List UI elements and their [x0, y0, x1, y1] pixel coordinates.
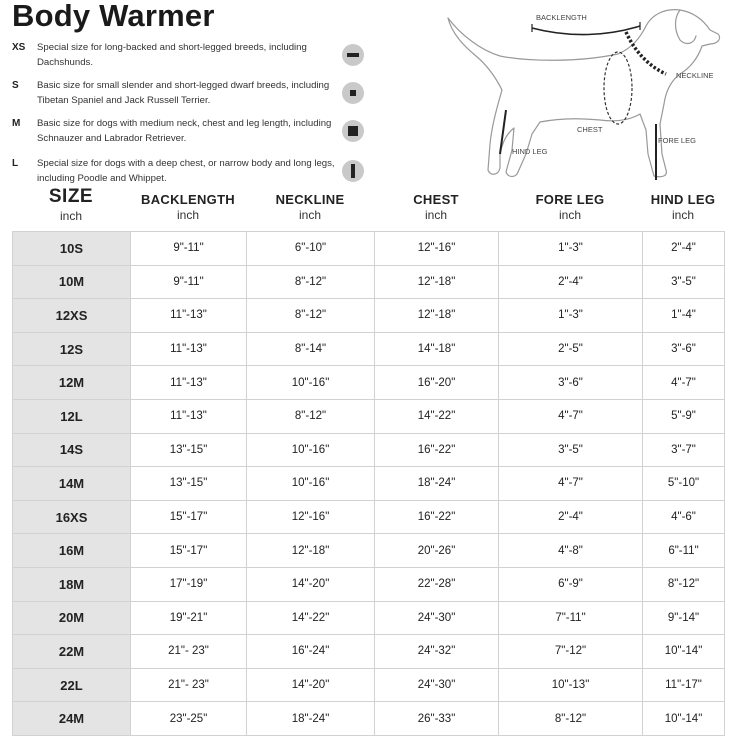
backlength-label: BACKLENGTH	[536, 13, 587, 22]
backlength-cell: 17"-19"	[131, 567, 247, 601]
size-description: Basic size for small slender and short-legged dwarf breeds, including Tibetan Spaniel and Jack Russell Terrier.	[37, 80, 330, 106]
chest-cell: 16"-20"	[375, 366, 499, 400]
backlength-cell: 15"-17"	[131, 500, 247, 534]
fore-leg-cell: 10"-13"	[499, 668, 643, 702]
neckline-cell: 12"-18"	[247, 534, 375, 568]
backlength-cell: 21"- 23"	[131, 635, 247, 669]
header-hind-leg: HIND LEG inch	[650, 192, 716, 222]
hind-leg-cell: 1"-4"	[643, 299, 725, 333]
backlength-cell: 13"-15"	[131, 467, 247, 501]
table-row	[13, 635, 725, 669]
size-cell: 24M	[13, 702, 131, 736]
chest-cell: 12"-16"	[375, 232, 499, 266]
hind-leg-cell: 5"-10"	[643, 467, 725, 501]
hind-leg-label: HIND LEG	[512, 147, 548, 156]
backlength-cell: 9"-11"	[131, 265, 247, 299]
backlength-cell: 11"-13"	[131, 366, 247, 400]
neckline-cell: 18"-24"	[247, 702, 375, 736]
backlength-cell: 21"- 23"	[131, 668, 247, 702]
table-row	[13, 265, 725, 299]
neckline-cell: 16"-24"	[247, 635, 375, 669]
hind-leg-cell: 4"-7"	[643, 366, 725, 400]
table-row	[13, 232, 725, 266]
chest-cell: 12"-18"	[375, 299, 499, 333]
backlength-cell: 19"-21"	[131, 601, 247, 635]
size-desc-m	[12, 116, 377, 152]
backlength-cell: 13"-15"	[131, 433, 247, 467]
small-square-icon	[342, 82, 364, 104]
fore-leg-cell: 2"-4"	[499, 500, 643, 534]
fore-leg-cell: 4"-7"	[499, 467, 643, 501]
hind-leg-line	[500, 110, 506, 154]
hind-leg-cell: 10"-14"	[643, 702, 725, 736]
size-desc-xs	[12, 40, 377, 76]
neckline-cell: 14"-22"	[247, 601, 375, 635]
neckline-cell: 14"-20"	[247, 668, 375, 702]
size-cell: 10S	[13, 232, 131, 266]
hind-leg-cell: 11"-17"	[643, 668, 725, 702]
size-cell: 12XS	[13, 299, 131, 333]
size-descriptions	[12, 40, 377, 194]
chest-cell: 24"-30"	[375, 601, 499, 635]
size-cell: 22M	[13, 635, 131, 669]
table-row	[13, 668, 725, 702]
fore-leg-label: FORE LEG	[658, 136, 696, 145]
neckline-cell: 14"-20"	[247, 567, 375, 601]
size-cell: 12L	[13, 399, 131, 433]
table-row	[13, 601, 725, 635]
size-cell: 14M	[13, 467, 131, 501]
fore-leg-cell: 2"-5"	[499, 332, 643, 366]
size-cell: 10M	[13, 265, 131, 299]
hind-leg-cell: 3"-5"	[643, 265, 725, 299]
vertical-bar-icon	[342, 160, 364, 182]
table-body	[13, 232, 725, 736]
neckline-cell: 8"-12"	[247, 399, 375, 433]
table-header	[12, 186, 724, 231]
size-chart	[12, 186, 724, 727]
chest-ellipse	[604, 52, 632, 124]
dog-measurement-diagram	[440, 4, 730, 189]
table-row	[13, 332, 725, 366]
size-table	[12, 231, 725, 736]
table-row	[13, 366, 725, 400]
size-cell: 16XS	[13, 500, 131, 534]
neckline-cell: 8"-12"	[247, 299, 375, 333]
neckline-cell: 10"-16"	[247, 467, 375, 501]
fore-leg-cell: 3"-5"	[499, 433, 643, 467]
chest-label: CHEST	[577, 125, 603, 134]
backlength-cell: 11"-13"	[131, 399, 247, 433]
neckline-line	[626, 32, 666, 74]
size-cell: 12M	[13, 366, 131, 400]
chest-cell: 26"-33"	[375, 702, 499, 736]
fore-leg-cell: 8"-12"	[499, 702, 643, 736]
chest-cell: 16"-22"	[375, 500, 499, 534]
neckline-cell: 8"-14"	[247, 332, 375, 366]
fore-leg-cell: 1"-3"	[499, 299, 643, 333]
hind-leg-cell: 3"-7"	[643, 433, 725, 467]
size-code: XS	[12, 42, 26, 53]
neckline-cell: 6"-10"	[247, 232, 375, 266]
backlength-cell: 23"-25"	[131, 702, 247, 736]
size-description: Special size for dogs with a deep chest, or narrow body and long legs, including Poodle and Whippet.	[37, 158, 335, 184]
fore-leg-cell: 4"-7"	[499, 399, 643, 433]
backlength-cell: 15"-17"	[131, 534, 247, 568]
fore-leg-cell: 4"-8"	[499, 534, 643, 568]
neckline-cell: 8"-12"	[247, 265, 375, 299]
chest-cell: 24"-30"	[375, 668, 499, 702]
square-icon	[342, 120, 364, 142]
backlength-cell: 9"-11"	[131, 232, 247, 266]
fore-leg-cell: 1"-3"	[499, 232, 643, 266]
table-row	[13, 299, 725, 333]
size-desc-s	[12, 78, 377, 114]
chest-cell: 20"-26"	[375, 534, 499, 568]
backlength-line	[532, 26, 640, 35]
fore-leg-cell: 7"-12"	[499, 635, 643, 669]
chest-cell: 24"-32"	[375, 635, 499, 669]
horizontal-bar-icon	[342, 44, 364, 66]
hind-leg-cell: 6"-11"	[643, 534, 725, 568]
hind-leg-cell: 9"-14"	[643, 601, 725, 635]
header-backlength: BACKLENGTH inch	[141, 192, 235, 222]
backlength-cell: 11"-13"	[131, 332, 247, 366]
hind-leg-cell: 2"-4"	[643, 232, 725, 266]
chest-cell: 14"-18"	[375, 332, 499, 366]
chest-cell: 18"-24"	[375, 467, 499, 501]
neckline-cell: 10"-16"	[247, 366, 375, 400]
size-cell: 18M	[13, 567, 131, 601]
header-size: SIZE inch	[48, 186, 94, 223]
page-title: Body Warmer	[12, 0, 215, 33]
header-chest: CHEST inch	[413, 192, 459, 222]
table-row	[13, 467, 725, 501]
table-row	[13, 500, 725, 534]
size-cell: 16M	[13, 534, 131, 568]
size-cell: 12S	[13, 332, 131, 366]
table-row	[13, 702, 725, 736]
hind-leg-cell: 5"-9"	[643, 399, 725, 433]
table-row	[13, 399, 725, 433]
size-code: L	[12, 158, 19, 169]
table-row	[13, 534, 725, 568]
size-description: Basic size for dogs with medium neck, chest and leg length, including Schnauzer and Labrador Retriever.	[37, 118, 332, 144]
size-code: S	[12, 80, 19, 91]
header-neckline: NECKLINE inch	[275, 192, 345, 222]
size-code: M	[12, 118, 21, 129]
header-fore-leg: FORE LEG inch	[535, 192, 605, 222]
chest-cell: 12"-18"	[375, 265, 499, 299]
fore-leg-cell: 6"-9"	[499, 567, 643, 601]
table-row	[13, 567, 725, 601]
fore-leg-cell: 7"-11"	[499, 601, 643, 635]
hind-leg-cell: 4"-6"	[643, 500, 725, 534]
neckline-cell: 10"-16"	[247, 433, 375, 467]
size-description: Special size for long-backed and short-legged breeds, including Dachshunds.	[37, 42, 307, 68]
size-cell: 22L	[13, 668, 131, 702]
hind-leg-cell: 10"-14"	[643, 635, 725, 669]
table-row	[13, 433, 725, 467]
size-cell: 20M	[13, 601, 131, 635]
hind-leg-cell: 8"-12"	[643, 567, 725, 601]
hind-leg-cell: 3"-6"	[643, 332, 725, 366]
chest-cell: 14"-22"	[375, 399, 499, 433]
neckline-label: NECKLINE	[676, 71, 714, 80]
size-cell: 14S	[13, 433, 131, 467]
backlength-cell: 11"-13"	[131, 299, 247, 333]
chest-cell: 16"-22"	[375, 433, 499, 467]
chest-cell: 22"-28"	[375, 567, 499, 601]
fore-leg-cell: 2"-4"	[499, 265, 643, 299]
neckline-cell: 12"-16"	[247, 500, 375, 534]
fore-leg-cell: 3"-6"	[499, 366, 643, 400]
